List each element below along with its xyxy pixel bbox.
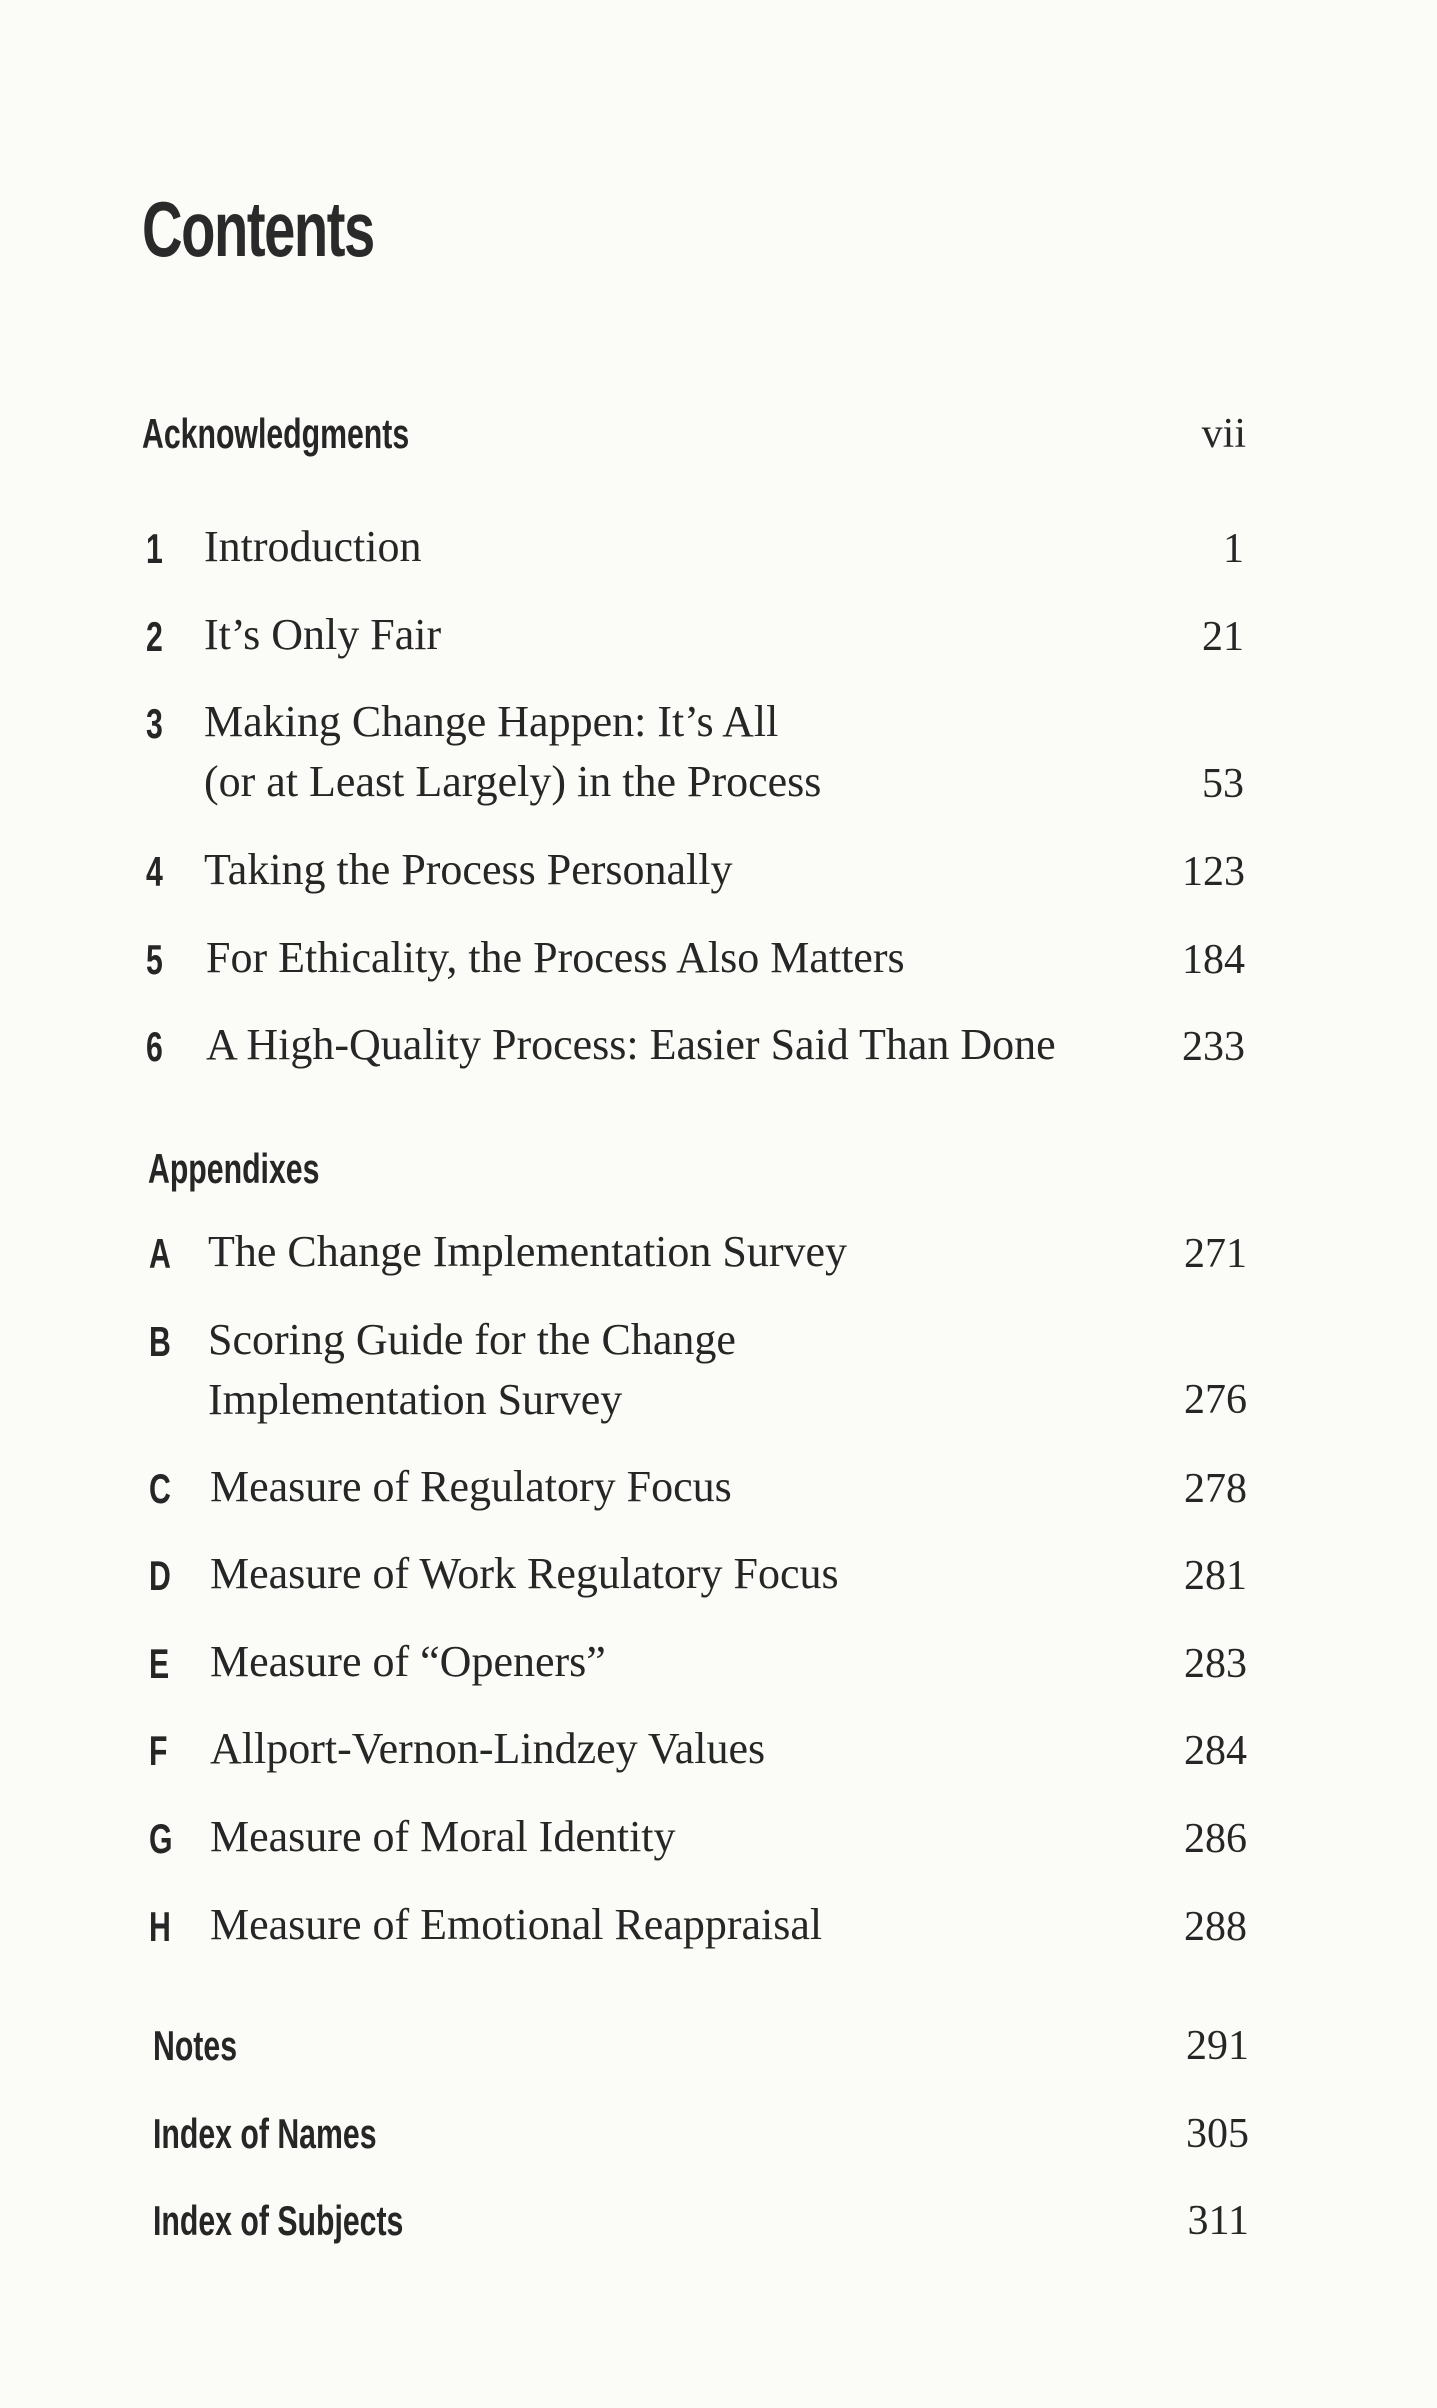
chapter-title: Introduction <box>204 522 422 571</box>
chapter-title-line-2: (or at Least Largely) in the Process <box>204 757 822 806</box>
appendix-title: Measure of Emotional Reappraisal <box>210 1900 823 1949</box>
chapter-title: A High-Quality Process: Easier Said Than Done <box>206 1020 1056 1069</box>
appendix-title: The Change Implementation Survey <box>208 1227 848 1276</box>
chapter-number: 5 <box>146 936 163 983</box>
appendix-letter: F <box>149 1727 168 1774</box>
chapter-title: It’s Only Fair <box>204 610 442 659</box>
entry-page-number: 283 <box>1184 1641 1247 1687</box>
chapter-number: 4 <box>146 848 163 895</box>
chapter-number: 1 <box>146 525 163 572</box>
appendix-title: Measure of Moral Identity <box>210 1812 676 1861</box>
entry-page-number: 21 <box>1202 614 1244 660</box>
entry-page-number: 123 <box>1182 849 1245 895</box>
appendix-title: Measure of Work Regulatory Focus <box>210 1549 839 1598</box>
appendix-title-line-2: Implementation Survey <box>208 1375 623 1424</box>
chapter-title: For Ethicality, the Process Also Matters <box>206 933 905 982</box>
entry-page-number: 271 <box>1184 1231 1247 1277</box>
chapter-number: 2 <box>146 613 163 660</box>
appendix-letter: G <box>149 1815 173 1862</box>
entry-page-number: vii <box>1201 411 1246 457</box>
entry-page-number: 281 <box>1184 1553 1247 1599</box>
entry-label: Index of Subjects <box>153 2197 404 2244</box>
entry-page-number: 278 <box>1184 1466 1247 1512</box>
chapter-number: 6 <box>146 1023 163 1070</box>
entry-page-number: 284 <box>1184 1728 1247 1774</box>
entry-page-number: 305 <box>1186 2111 1249 2157</box>
appendix-letter: C <box>149 1465 171 1512</box>
entry-label: Acknowledgments <box>142 410 410 457</box>
appendix-title: Allport-Vernon-Lindzey Values <box>210 1724 766 1773</box>
appendix-letter: H <box>149 1903 171 1950</box>
chapter-title-line-1: Making Change Happen: It’s All <box>204 697 779 746</box>
appendix-title-line-1: Scoring Guide for the Change <box>208 1315 736 1364</box>
appendix-letter: D <box>149 1552 171 1599</box>
entry-page-number: 288 <box>1184 1904 1247 1950</box>
entry-page-number: 311 <box>1187 2198 1249 2244</box>
appendix-letter: B <box>149 1318 171 1365</box>
entry-page-number: 291 <box>1186 2023 1249 2069</box>
entry-page-number: 233 <box>1182 1024 1245 1070</box>
appendix-letter: E <box>149 1640 170 1687</box>
page-title: Contents <box>142 185 374 273</box>
entry-page-number: 1 <box>1223 526 1244 572</box>
entry-page-number: 276 <box>1184 1377 1247 1423</box>
entry-page-number: 184 <box>1182 937 1245 983</box>
appendix-letter: A <box>149 1230 171 1277</box>
entry-page-number: 286 <box>1184 1816 1247 1862</box>
entry-label: Index of Names <box>153 2110 377 2157</box>
appendixes-heading: Appendixes <box>148 1145 320 1192</box>
chapter-number: 3 <box>146 700 163 747</box>
appendix-title: Measure of “Openers” <box>210 1637 606 1686</box>
entry-page-number: 53 <box>1202 761 1244 807</box>
chapter-title: Taking the Process Personally <box>204 845 733 894</box>
entry-label: Notes <box>153 2022 238 2069</box>
appendix-title: Measure of Regulatory Focus <box>210 1462 732 1511</box>
